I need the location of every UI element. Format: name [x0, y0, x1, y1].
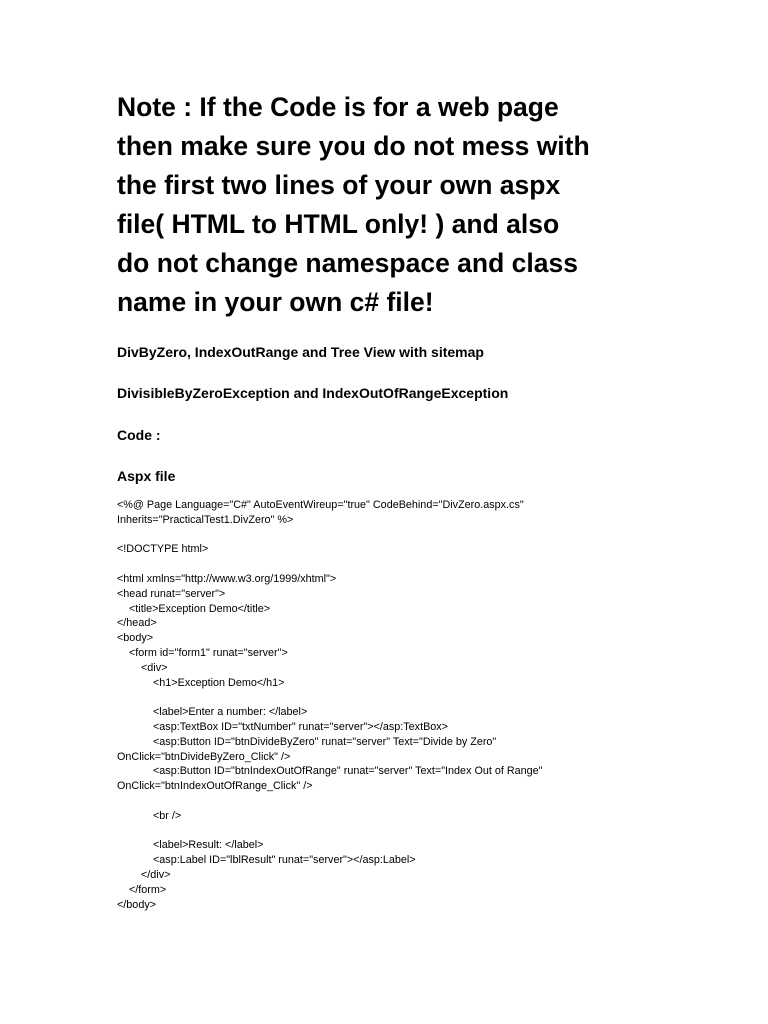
code-line: <!DOCTYPE html>: [117, 543, 209, 556]
code-line: </head>: [117, 617, 157, 630]
code-line: <html xmlns="http://www.w3.org/1999/xhtml">: [117, 572, 337, 585]
code-line: <asp:Button ID="btnIndexOutOfRange" runat="server" Text="Index Out of Range": [117, 765, 543, 778]
aspx-file-label: Aspx file: [117, 468, 176, 484]
code-line: <div>: [117, 661, 168, 674]
code-line: </form>: [117, 883, 167, 896]
code-line: <asp:Button ID="btnDivideByZero" runat="server" Text="Divide by Zero": [117, 735, 497, 748]
code-line: <body>: [117, 632, 154, 645]
code-line: </div>: [117, 868, 171, 881]
code-line: </body>: [117, 898, 157, 911]
note-line: file( HTML to HTML only! ) and also: [117, 209, 560, 239]
code-line: [117, 690, 677, 705]
code-line: <h1>Exception Demo</h1>: [117, 676, 285, 689]
code-line: [117, 794, 677, 809]
code-block: [117, 498, 677, 912]
note-line: do not change namespace and class: [117, 248, 578, 278]
code-line: OnClick="btnDivideByZero_Click" />: [117, 750, 291, 763]
code-line: <asp:TextBox ID="txtNumber" runat="server"></asp:TextBox>: [117, 720, 448, 733]
code-line: <%@ Page Language="C#" AutoEventWireup="true" CodeBehind="DivZero.aspx.cs": [117, 499, 524, 511]
code-line: [117, 824, 677, 839]
code-line: <br />: [117, 809, 182, 822]
code-line: <head runat="server">: [117, 587, 226, 600]
note-line: then make sure you do not mess with: [117, 131, 590, 161]
code-line: <label>Enter a number: </label>: [117, 706, 308, 719]
code-label: Code :: [117, 427, 161, 443]
code-line: Inherits="PracticalTest1.DivZero" %>: [117, 513, 294, 526]
document-page: [117, 88, 677, 912]
code-line: [117, 557, 677, 572]
note-heading: [117, 88, 677, 322]
topic-heading: DivByZero, IndexOutRange and Tree View with sitemap: [117, 344, 484, 360]
note-line: name in your own c# file!: [117, 287, 434, 317]
code-line: OnClick="btnIndexOutOfRange_Click" />: [117, 780, 313, 793]
code-line: <title>Exception Demo</title>: [117, 602, 271, 615]
note-line: Note : If the Code is for a web page: [117, 92, 559, 122]
code-line: <asp:Label ID="lblResult" runat="server"></asp:Label>: [117, 854, 416, 867]
code-line: <form id="form1" runat="server">: [117, 646, 288, 659]
code-line: [117, 528, 677, 543]
code-line: <label>Result: </label>: [117, 839, 264, 852]
note-line: the first two lines of your own aspx: [117, 170, 561, 200]
exceptions-heading: DivisibleByZeroException and IndexOutOfRangeException: [117, 385, 509, 401]
